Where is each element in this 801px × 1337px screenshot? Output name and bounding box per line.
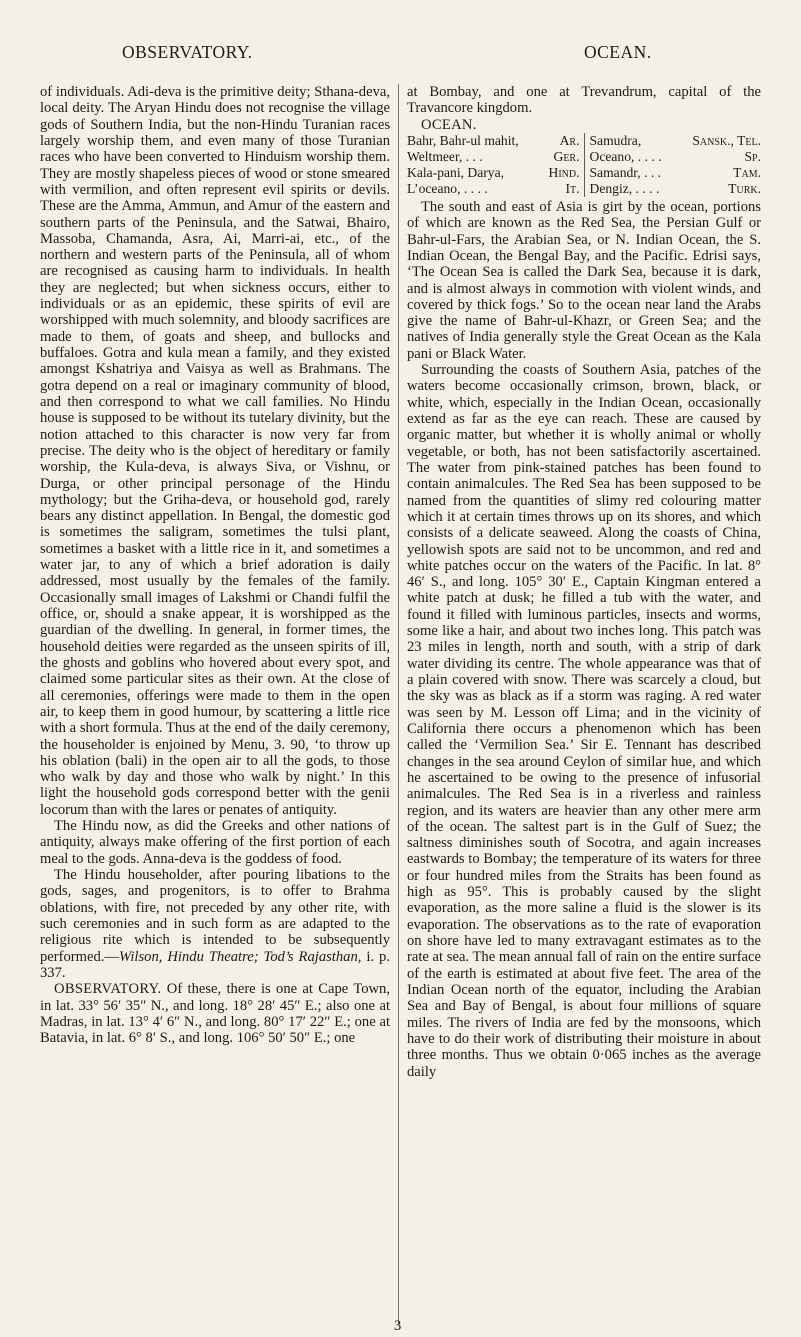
synonym-word: Samudra, (589, 132, 642, 148)
language-label: Ger. (553, 148, 580, 164)
paragraph: of individuals. Adi-deva is the primitive deity; Sthana-deva, local deity. The Aryan Hindu does not recognise the village gods of Southern India, but the non-Hindu Turanian races largely worship them, and even many of those Turanian races who have been converted to Hinduism worship them. They are mostly shapeless pieces of wood or stone smeared with vermilion, and often represent evil spirits or devils. These are the Amma, Ammun, and Amur of the eastern and southern parts of the Peninsula, and the Satwai, Bhairo, Massoba, Chamanda, Asra, Ai, Marri-ai, etc., of the northern and western parts of the Peninsula, all of whom are recognised as causing harm to individuals. In health they are neglected; but when sickness occurs, either to individuals or as an epidemic, these spirits of evil are worshipped with much solemnity, and bloody sacrifices are made to them, of goats and sheep, and bullocks and buffaloes. Gotra and kula mean a family, and they existed amongst Kshatriya and Vaisya as well as Brahmans. The gotra depend on a real or imaginary community of blood, and then correspond to what we call families. No Hindu house is supposed to be without its tutelary divinity, but the notion attached to this character is now very far from precise. The deity who is the object of hereditary or family worship, the Kula-deva, is always Siva, or Vishnu, or Durga, or other principal personage of the Hindu mythology; but the Griha-deva, or household god, rarely bears any distinct appellation. In Bengal, the domestic god is sometimes the saligram, sometimes the tulsi plant, sometimes a basket with a little rice in it, and sometimes a water jar, to any of which a brief adoration is daily addressed, most usually by the females of the family. Occasionally small images of Lakshmi or Chandi fulfil the office, or, should a snake appear, it is worshipped as the guardian of the dwelling. In general, in former times, the household deities were regarded as the unseen spirits of ill, the ghosts and goblins who hovered about every spot, and claimed some particular sites as their own. At the close of all ceremonies, offerings were made to them in the open air, to keep them in good humour, by scattering a little rice with a short formula. Thus at the end of the daily ceremony, the householder is enjoined by Menu, 3. 90, ‘to throw up his oblation (bali) in the open air to all the gods, to those who walk by day and those who walk by night.’ In this light the household gods correspond better with the genii locorum than with the lares or penates of antiquity. (40, 84, 390, 818)
headword-ocean: OCEAN. (421, 116, 477, 133)
synonym-word: Kala-pani, Darya, (407, 164, 504, 180)
running-head-left: OBSERVATORY. (122, 42, 253, 62)
synonym-word: Dengiz, . . . . (589, 180, 660, 196)
synonym-word: Bahr, Bahr-ul mahit, (407, 132, 519, 148)
synonym-row (407, 149, 761, 165)
synonym-row (407, 165, 761, 181)
column-divider (398, 84, 399, 1324)
language-label: It. (565, 180, 580, 196)
synonym-word: Oceano, . . . . (589, 148, 662, 164)
language-label: Turk. (728, 180, 761, 196)
left-column (40, 84, 390, 1046)
language-label: Sp. (744, 148, 761, 164)
language-label: Tam. (733, 164, 761, 180)
paragraph: Surrounding the coasts of Southern Asia, patches of the waters become occasionally crimson, brown, black, or white, which, especially in the Indian Ocean, occasionally extend as far as the eye can reach. These are caused by organic matter, but whether it is wholly animal or wholly vegetable, or both, has not been satisfactorily ascertained. The water from pink-stained patches has been found to contain animalcules. The Red Sea has been supposed to be named from the quantities of slimy red colouring matter which it at certain times throws up on its shores, and which consists of a delicate seaweed. Along the coasts of China, yellowish spots are said not to be uncommon, and red and white patches occur on the waters of the Pacific. In lat. 8° 46′ S., and long. 105° 30′ E., Captain Kingman entered a white patch at dusk; he filled a tub with the water, and found it filled with luminous particles, insects and worms, some like a hair, and about two inches long. This patch was 23 miles in length, north and south, with a strip of dark water dividing its centre. The whole appearance was that of a plain covered with snow. There was scarcely a cloud, but the sky was as black as if a storm was raging. A red water was seen by M. Lesson off Lima; and in the vicinity of California there occurs a phenomenon which has been called the ‘Vermilion Sea.’ Sir E. Tennant has described changes in the sea around Ceylon of similar hue, and which he ascertained to be owing to the presence of infusorial animalcules. The Red Sea is in a riverless and rainless region, and its waters are heavier than any other mere arm of the ocean. The saltest part is in the Gulf of Suez; the saltness diminishes south of Socotra, and again increases eastwards to Bombay; the temperature of its waters for three or four hundred miles from the Straits has been found as high as 95°. This is probably caused by the slight evaporation, as the more saline a fluid is the slower is its evaporation. The observations as to the rate of evaporation on shore have led to many extravagant estimates as to the rate at sea. The mean annual fall of rain on the entire surface of the earth is estimated at about five feet. The area of the Indian Ocean north of the equator, including the Arabian Sea and Bay of Bengal, is about four millions of square miles. The rivers of India are fed by the monsoons, which have to do their work of distributing their moisture in about three months. Thus we obtain 0·065 inches as the average daily (407, 362, 761, 1080)
synonym-row (407, 133, 761, 149)
paragraph (40, 867, 390, 981)
right-column (407, 84, 761, 1080)
paragraph-text: The Hindu householder, after pouring libations to the gods, sages, and progenitors, is to offer to Brahma oblations, with fire, not preceded by any other rite, with such ceremonies and in such form as are adapted to the religious rite which is intended to be subsequently performed.— (40, 867, 390, 965)
language-label: Sansk., Tel. (692, 132, 761, 148)
paragraph: at Bombay, and one at Trevandrum, capital of the Travancore kingdom. (407, 84, 761, 117)
language-label: Hind. (548, 164, 580, 180)
synonym-word: Weltmeer, . . . (407, 148, 483, 164)
paragraph: The Hindu now, as did the Greeks and other nations of antiquity, always make offering of the first portion of each meal to the gods. Anna-deva is the goddess of food. (40, 818, 390, 867)
synonym-word: Samandr, . . . (589, 164, 662, 180)
citation-page: i. p. 337. (40, 948, 390, 981)
citation: Wilson, Hindu Theatre; Tod’s Rajasthan, (119, 948, 362, 965)
entry-text: Of these, there is one at Cape Town, in lat. 33° 56′ 35″ N., and long. 18° 28′ 45″ E.; also one at Madras, in lat. 13° 4′ 6″ N., and long. 80° 17′ 22″ E.; one at Batavia, in lat. 6° 8′ S., and long. 106° 50′ 50″ E.; one (40, 981, 390, 1047)
synonym-row (407, 181, 761, 197)
synonym-table (407, 133, 761, 197)
headword-observatory: OBSERVATORY. (54, 981, 162, 998)
entry-observatory (40, 981, 390, 1046)
page-number: 3 (394, 1318, 402, 1334)
language-label: Ar. (559, 132, 580, 148)
paragraph: The south and east of Asia is girt by the ocean, portions of which are known as the Red Sea, the Persian Gulf or Bahr-ul-Fars, the Arabian Sea, or N. Indian Ocean, the S. Indian Ocean, the Bengal Bay, and the Pacific. Edrisi says, ‘The Ocean Sea is called the Dark Sea, because it is dark, and is almost always in commotion with violent winds, and covered by thick fogs.’ So to the ocean near land the Arabs give the name of Bahr-ul-Khazr, or Green Sea; and the natives of India generally style the Great Ocean as the Kala pani or Black Water. (407, 198, 761, 362)
running-head-right: OCEAN. (584, 42, 652, 62)
synonym-word: L’oceano, . . . . (407, 180, 488, 196)
